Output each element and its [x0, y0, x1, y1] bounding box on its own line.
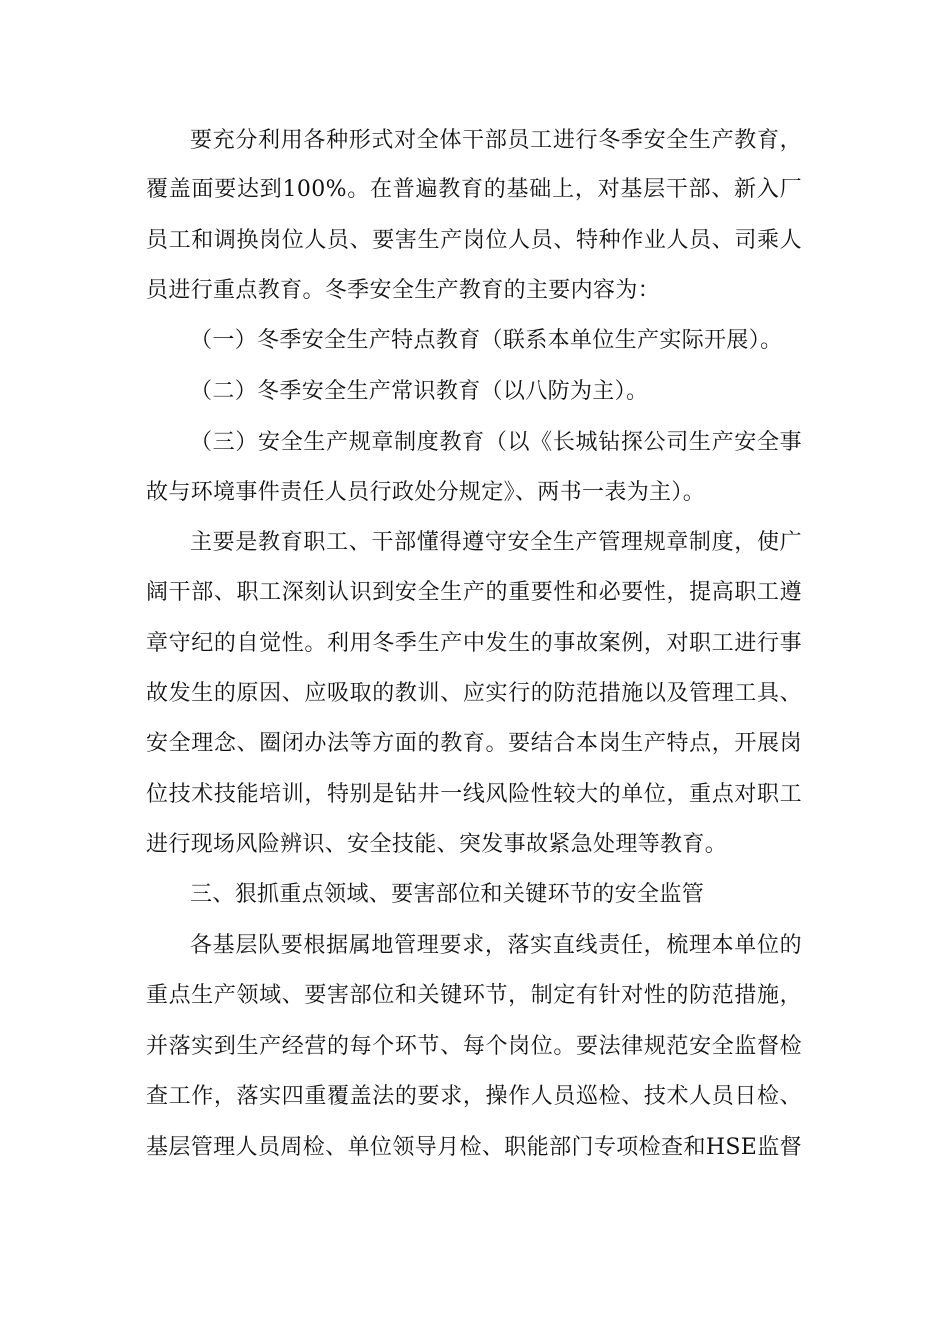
paragraph-line: 安全理念、圈闭办法等方面的教育。要结合本岗生产特点，开展岗 — [146, 731, 802, 756]
paragraph-line: 基层管理人员周检、单位领导月检、职能部门专项检查和HSE监督 — [146, 1135, 802, 1160]
paragraph-line: 查工作，落实四重覆盖法的要求，操作人员巡检、技术人员日检、 — [146, 1084, 802, 1109]
paragraph-line: 位技术技能培训，特别是钻井一线风险性较大的单位，重点对职工 — [146, 782, 802, 807]
list-item: （三）安全生产规章制度教育（以《长城钻探公司生产安全事 — [190, 430, 802, 455]
list-item: 故与环境事件责任人员行政处分规定》、两书一表为主）。 — [146, 480, 706, 505]
paragraph-line: 各基层队要根据属地管理要求，落实直线责任，梳理本单位的 — [190, 933, 802, 958]
list-item: （一）冬季安全生产特点教育（联系本单位生产实际开展）。 — [190, 328, 783, 353]
paragraph-line: 阔干部、职工深刻认识到安全生产的重要性和必要性，提高职工遵 — [146, 580, 802, 605]
paragraph-line: 章守纪的自觉性。利用冬季生产中发生的事故案例，对职工进行事 — [146, 631, 802, 656]
paragraph-line: 进行现场风险辨识、安全技能、突发事故紧急处理等教育。 — [146, 832, 728, 857]
paragraph-line: 故发生的原因、应吸取的教训、应实行的防范措施以及管理工具、 — [146, 681, 802, 706]
paragraph-line: 并落实到生产经营的每个环节、每个岗位。要法律规范安全监督检 — [146, 1034, 802, 1059]
list-item: （二）冬季安全生产常识教育（以八防为主）。 — [190, 379, 649, 404]
paragraph-line: 重点生产领域、要害部位和关键环节，制定有针对性的防范措施， — [146, 983, 802, 1008]
paragraph-line: 员进行重点教育。冬季安全生产教育的主要内容为： — [146, 278, 661, 303]
paragraph-line: 主要是教育职工、干部懂得遵守安全生产管理规章制度，使广 — [190, 530, 802, 555]
paragraph-line: 要充分利用各种形式对全体干部员工进行冬季安全生产教育， — [190, 128, 802, 153]
paragraph-line: 覆盖面要达到100%。在普遍教育的基础上，对基层干部、新入厂 — [146, 177, 802, 202]
paragraph-line: 员工和调换岗位人员、要害生产岗位人员、特种作业人员、司乘人 — [146, 228, 802, 253]
section-heading: 三、狠抓重点领域、要害部位和关键环节的安全监管 — [190, 882, 705, 907]
